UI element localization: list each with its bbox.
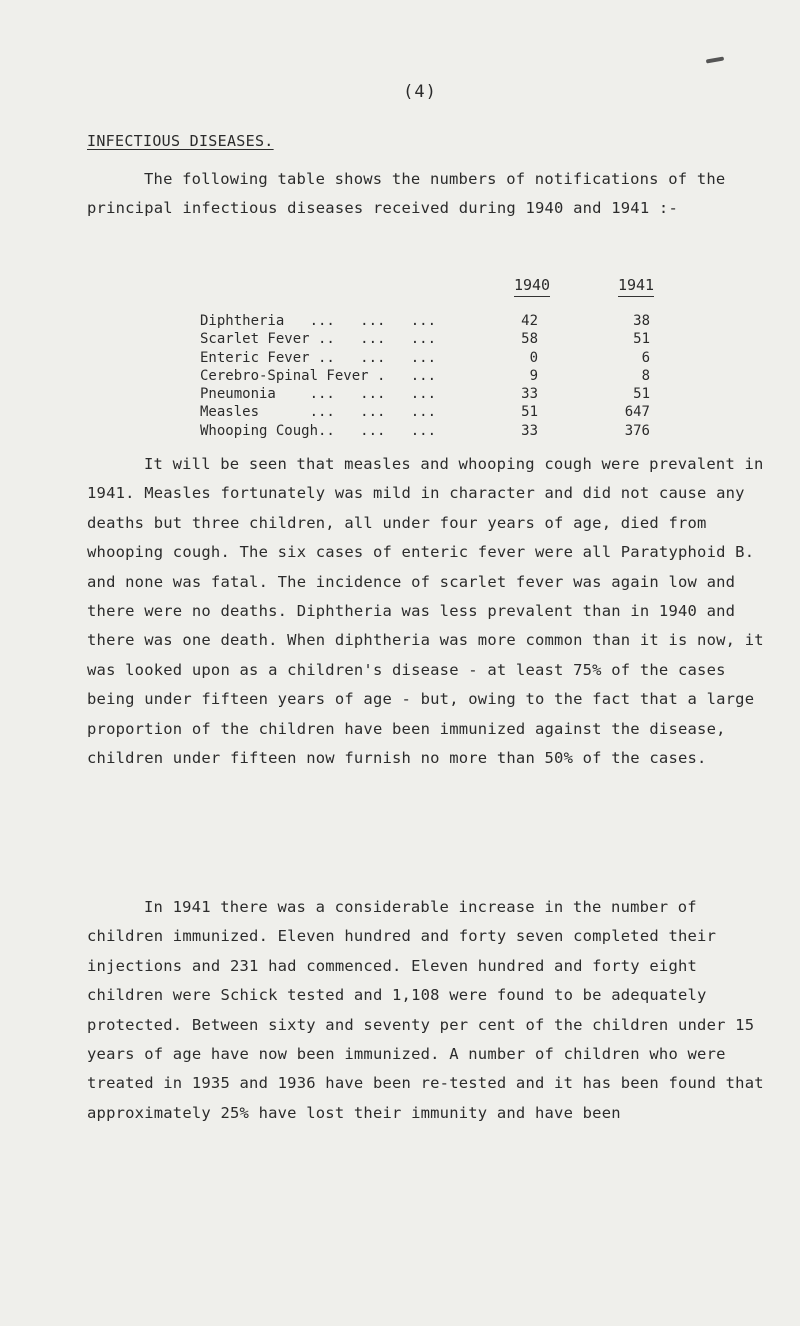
table-row [200,312,670,330]
table-row [200,403,670,421]
measles-paragraph [87,450,777,773]
value-1940: 9 [529,367,538,384]
table-row [200,367,670,385]
value-1941: 376 [624,422,650,439]
ink-mark [706,56,724,63]
disease-label: Scarlet Fever .. ... ... [200,331,437,348]
column-header-1940: 1940 [496,276,568,297]
value-1940: 58 [521,331,538,348]
table-row [200,349,670,367]
value-1941: 38 [633,313,650,329]
disease-label: Enteric Fever .. ... ... [200,349,437,366]
value-1941: 6 [641,349,650,366]
value-1941: 51 [633,386,650,403]
column-header-1941: 1941 [600,276,672,297]
value-1940: 33 [521,386,538,403]
table-row [200,422,670,440]
disease-label: Measles ... ... ... [200,404,437,421]
disease-label: Pneumonia ... ... ... [200,386,437,403]
intro-text: The following table shows the numbers of notifications of the principal infectious diseases received during 1940 and 1941 :- [87,170,726,218]
intro-paragraph [87,165,777,224]
notifications-table [200,312,670,440]
value-1940: 0 [529,349,538,366]
value-1940: 33 [521,422,538,439]
page-number: (4) [403,82,437,102]
table-row [200,330,670,348]
section-heading: INFECTIOUS DISEASES. [87,132,274,150]
value-1940: 51 [521,404,538,421]
table-row [200,385,670,403]
value-1940: 42 [521,313,538,329]
disease-label: Cerebro-Spinal Fever . ... [200,367,437,384]
paragraph-text: In 1941 there was a considerable increase in the number of children immunized. Eleven hundred and forty seven completed their injections and 231 had commenced. Eleven hundred and forty eight children were Schick tested and 1,108 were found to be adequately protected. Between sixty and seventy per cent of the children under 15 years of age have now been immunized. A number of children who were treated in 1935 and 1936 have been re-tested and it has been found that approximately 25% have lost their immunity and have been [87,898,764,1122]
paragraph-text: It will be seen that measles and whooping cough were prevalent in 1941. Measles fortunately was mild in character and did not cause any deaths but three children, all under four years of age, died from whooping cough. The six cases of enteric fever were all Paratyphoid B. and none was fatal. The incidence of scarlet fever was again low and there were no deaths. Diphtheria was less prevalent than in 1940 and there was one death. When diphtheria was more common than it is now, it was looked upon as a children's disease - at least 75% of the cases being under fifteen years of age - but, owing to the fact that a large proportion of the children have been immunized against the disease, children under fifteen now furnish no more than 50% of the cases. [87,455,764,768]
value-1941: 51 [633,331,650,348]
value-1941: 8 [641,367,650,384]
disease-label: Diphtheria ... ... ... [200,313,437,329]
disease-label: Whooping Cough.. ... ... [200,422,437,439]
immunization-paragraph [87,893,777,1128]
value-1941: 647 [624,404,650,421]
